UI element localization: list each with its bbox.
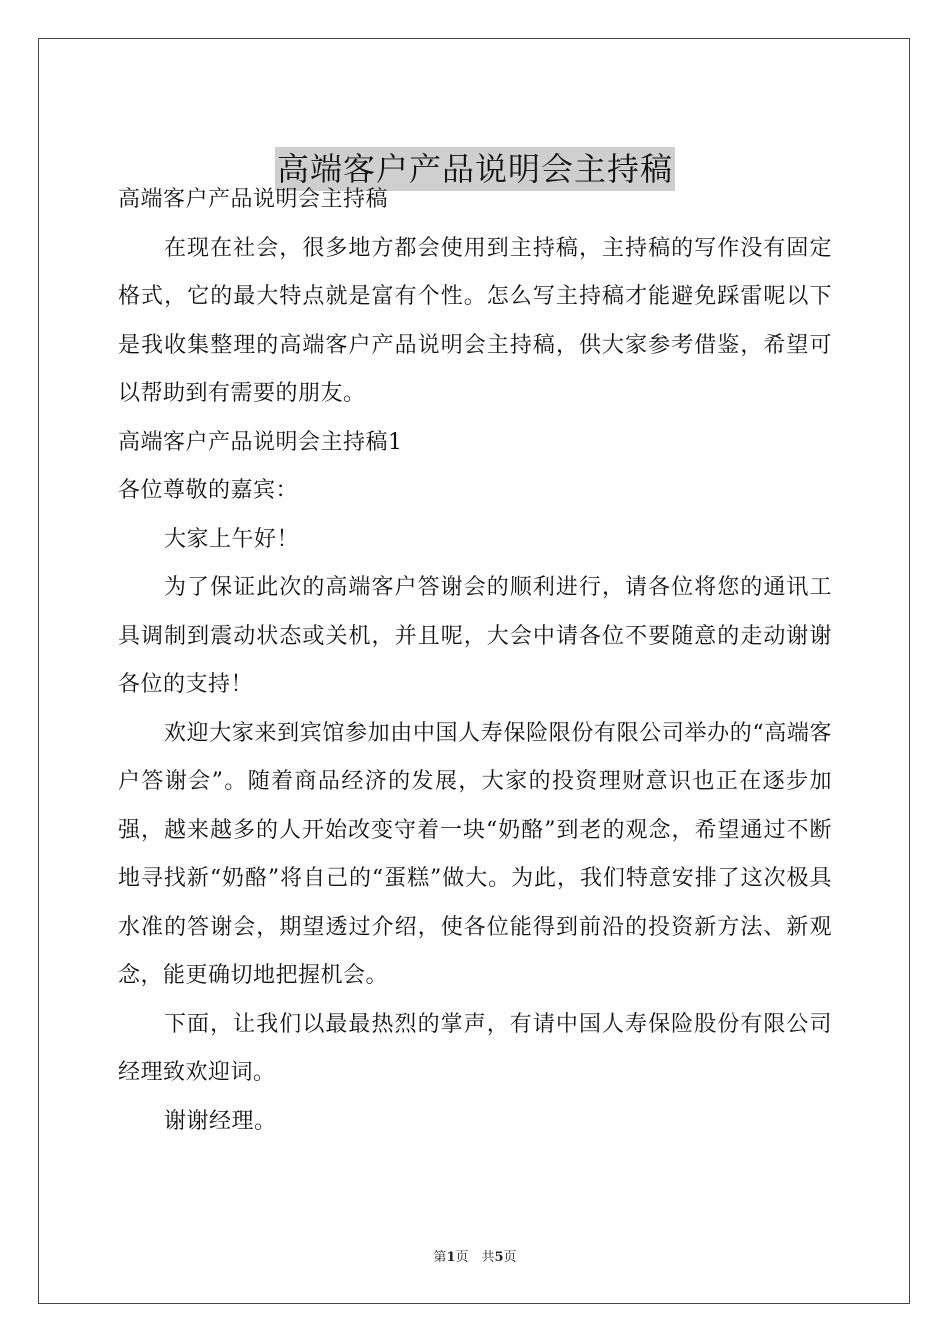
page-total: 5 [494,1250,504,1265]
greeting: 大家上午好！ [164,526,300,552]
salutation: 各位尊敬的嘉宾： [118,478,299,503]
page-prefix: 第 [433,1250,447,1265]
document-title: 高端客户产品说明会主持稿 [275,147,675,191]
paragraph-2: 欢迎大家来到宾馆参加由中国人寿保险限份有限公司举办的“高端客户答谢会”。随着商品经济的发展，大家的投资理财意识也正在逐步加强，越来越多的人开始改变守着一块“奶酪”到老的观念，希望通过不断地寻找新“奶酪”将自己的“蛋糕”做大。为此，我们特意安排了这次极具水准的答谢会，期望透过介绍，使各位能得到前沿的投资新方法、新观念，能更确切地把握机会。 [118,720,832,988]
paragraph-1: 为了保证此次的高端客户答谢会的顺利进行，请各位将您的通讯工具调制到震动状态或关机，并且呢，大会中请各位不要随意的走动谢谢各位的支持！ [118,575,832,697]
paragraph-4: 谢谢经理。 [164,1108,277,1134]
page-current: 1 [446,1250,456,1265]
paragraph-3: 下面，让我们以最最热烈的掌声，有请中国人寿保险股份有限公司经理致欢迎词。 [118,1011,832,1085]
page-suffix: 页 [503,1250,517,1265]
subtitle: 高端客户产品说明会主持稿 [118,187,389,212]
section-heading: 高端客户产品说明会主持稿1 [118,429,403,455]
document-body [118,176,832,1146]
intro-paragraph: 在现在社会，很多地方都会使用到主持稿，主持稿的写作没有固定格式，它的最大特点就是富有个性。怎么写主持稿才能避免踩雷呢以下是我收集整理的高端客户产品说明会主持稿，供大家参考借鉴，希望可以帮助到有需要的朋友。 [118,235,832,406]
page-mid: 页 共 [455,1250,495,1265]
page-footer [0,1246,950,1265]
